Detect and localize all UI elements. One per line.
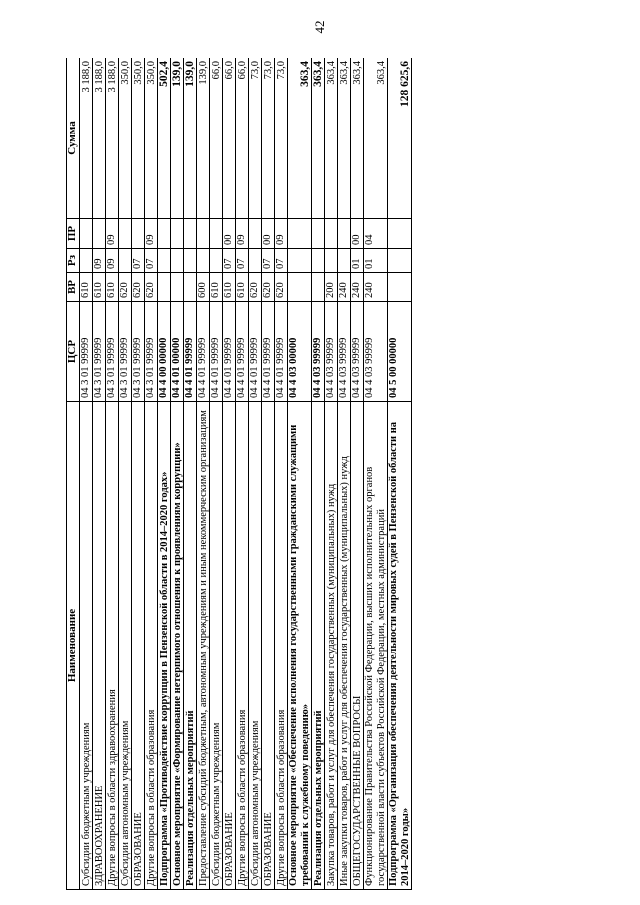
cell-vr: 610	[236, 273, 249, 302]
cell-sum: 350,0	[132, 58, 145, 219]
cell-rz	[312, 249, 325, 273]
cell-vr: 610	[93, 273, 106, 302]
cell-rz: 07	[223, 249, 236, 273]
header-name: Наименование	[67, 402, 80, 890]
cell-csr: 04 3 01 99999	[119, 302, 132, 402]
cell-rz	[158, 249, 171, 273]
cell-rz: 01	[351, 249, 364, 273]
cell-pr: 00	[351, 219, 364, 249]
cell-sum: 3 188,0	[93, 58, 106, 219]
cell-vr: 200	[325, 273, 338, 302]
cell-pr	[388, 219, 412, 249]
cell-sum: 363,4	[338, 58, 351, 219]
cell-sum: 3 188,0	[80, 58, 93, 219]
table-row	[262, 58, 275, 890]
cell-rz	[338, 249, 351, 273]
cell-sum: 363,4	[325, 58, 338, 219]
header-csr: ЦСР	[67, 302, 80, 402]
cell-name: Реализация отдельных мероприятий	[184, 402, 197, 890]
cell-vr	[158, 273, 171, 302]
cell-vr: 620	[132, 273, 145, 302]
cell-pr	[338, 219, 351, 249]
cell-rz	[119, 249, 132, 273]
cell-vr	[171, 273, 184, 302]
cell-csr: 04 3 01 99999	[80, 302, 93, 402]
cell-name: ОБРАЗОВАНИЕ	[132, 402, 145, 890]
table-row	[325, 58, 338, 890]
cell-rz: 07	[275, 249, 288, 273]
cell-rz	[288, 249, 312, 273]
cell-name: Подпрограмма «Противодействие коррупции в Пензенской области в 2014–2020 годах»	[158, 402, 171, 890]
header-vr: ВР	[67, 273, 80, 302]
cell-vr: 620	[249, 273, 262, 302]
cell-vr: 620	[145, 273, 158, 302]
table-row	[236, 58, 249, 890]
cell-sum: 128 625,6	[388, 58, 412, 219]
cell-rz	[388, 249, 412, 273]
table-body	[80, 58, 412, 890]
cell-csr: 04 3 01 99999	[93, 302, 106, 402]
cell-sum: 73,0	[275, 58, 288, 219]
cell-csr: 04 4 03 99999	[351, 302, 364, 402]
cell-sum: 73,0	[249, 58, 262, 219]
cell-sum: 139,0	[171, 58, 184, 219]
cell-csr: 04 4 01 99999	[262, 302, 275, 402]
cell-pr	[312, 219, 325, 249]
cell-vr: 240	[338, 273, 351, 302]
cell-rz: 07	[236, 249, 249, 273]
cell-name: Другие вопросы в области образования	[145, 402, 158, 890]
cell-name: Закупка товаров, работ и услуг для обеспечения государственных (муниципальных) нужд	[325, 402, 338, 890]
cell-sum: 66,0	[223, 58, 236, 219]
cell-csr: 04 3 01 99999	[132, 302, 145, 402]
cell-name: Субсидии автономным учреждениям	[119, 402, 132, 890]
table-header-row	[67, 58, 80, 890]
cell-pr: 00	[262, 219, 275, 249]
cell-pr	[171, 219, 184, 249]
table-row	[210, 58, 223, 890]
cell-rz: 07	[262, 249, 275, 273]
cell-csr: 04 4 01 99999	[275, 302, 288, 402]
table-row	[132, 58, 145, 890]
cell-rz: 07	[132, 249, 145, 273]
rotated-table-viewport	[66, 58, 551, 890]
cell-csr: 04 4 03 99999	[312, 302, 325, 402]
table-row	[171, 58, 184, 890]
cell-vr: 610	[80, 273, 93, 302]
cell-sum: 73,0	[262, 58, 275, 219]
cell-csr: 04 4 03 99999	[364, 302, 388, 402]
cell-name: Основное мероприятие «Обеспечение исполнения государственными гражданскими служащими требований к служебному поведению»	[288, 402, 312, 890]
cell-pr	[288, 219, 312, 249]
budget-table	[66, 58, 412, 890]
table-row	[93, 58, 106, 890]
cell-name: Субсидии бюджетным учреждениям	[80, 402, 93, 890]
cell-pr: 09	[106, 219, 119, 249]
cell-csr: 04 4 00 00000	[158, 302, 171, 402]
cell-vr: 240	[351, 273, 364, 302]
cell-vr	[184, 273, 197, 302]
cell-pr	[210, 219, 223, 249]
cell-sum: 363,4	[312, 58, 325, 219]
header-sum: Сумма	[67, 58, 80, 219]
cell-pr	[93, 219, 106, 249]
cell-pr: 04	[364, 219, 388, 249]
cell-sum: 66,0	[236, 58, 249, 219]
cell-csr: 04 4 03 00000	[288, 302, 312, 402]
cell-csr: 04 4 01 99999	[197, 302, 210, 402]
cell-csr: 04 4 03 99999	[338, 302, 351, 402]
cell-vr: 240	[364, 273, 388, 302]
table-row	[119, 58, 132, 890]
cell-rz: 07	[145, 249, 158, 273]
cell-name: ОБРАЗОВАНИЕ	[223, 402, 236, 890]
cell-name: Функционирование Правительства Российской Федерации, высших исполнительных органов государственной власти субъектов Российской Федерации, местных администраций	[364, 402, 388, 890]
table-row	[249, 58, 262, 890]
cell-csr: 04 4 01 99999	[223, 302, 236, 402]
cell-vr: 620	[262, 273, 275, 302]
table-row	[184, 58, 197, 890]
cell-sum: 139,0	[184, 58, 197, 219]
cell-name: ОБРАЗОВАНИЕ	[262, 402, 275, 890]
cell-name: Предоставление субсидий бюджетным, автономным учреждениям и иным некоммерческим организациям	[197, 402, 210, 890]
cell-vr: 610	[223, 273, 236, 302]
cell-csr: 04 4 01 99999	[184, 302, 197, 402]
cell-name: Подпрограмма «Организация обеспечения деятельности мировых судей в Пензенской области на 2014–2020 годы»	[388, 402, 412, 890]
cell-pr	[184, 219, 197, 249]
header-rz: Рз	[67, 249, 80, 273]
page-number: 42	[312, 20, 327, 34]
cell-vr: 620	[119, 273, 132, 302]
cell-rz	[197, 249, 210, 273]
cell-rz	[325, 249, 338, 273]
cell-vr	[312, 273, 325, 302]
cell-csr: 04 4 01 99999	[236, 302, 249, 402]
table-row	[197, 58, 210, 890]
rotated-table-container	[66, 58, 551, 890]
table-row	[312, 58, 325, 890]
table-row	[223, 58, 236, 890]
table-row	[145, 58, 158, 890]
cell-csr: 04 4 01 00000	[171, 302, 184, 402]
cell-vr: 610	[106, 273, 119, 302]
cell-sum: 139,0	[197, 58, 210, 219]
cell-vr: 600	[197, 273, 210, 302]
cell-pr: 09	[275, 219, 288, 249]
table-row	[80, 58, 93, 890]
cell-sum: 363,4	[364, 58, 388, 219]
cell-pr	[132, 219, 145, 249]
cell-vr: 610	[210, 273, 223, 302]
cell-csr: 04 3 01 99999	[145, 302, 158, 402]
cell-name: ЗДРАВООХРАНЕНИЕ	[93, 402, 106, 890]
cell-vr: 620	[275, 273, 288, 302]
cell-pr	[158, 219, 171, 249]
table-row	[351, 58, 364, 890]
cell-rz	[171, 249, 184, 273]
cell-sum: 350,0	[119, 58, 132, 219]
cell-name: Иные закупки товаров, работ и услуг для обеспечения государственных (муниципальных) нужд	[338, 402, 351, 890]
cell-pr: 09	[236, 219, 249, 249]
cell-rz: 01	[364, 249, 388, 273]
cell-rz: 09	[93, 249, 106, 273]
cell-name: ОБЩЕГОСУДАРСТВЕННЫЕ ВОПРОСЫ	[351, 402, 364, 890]
cell-sum: 363,4	[351, 58, 364, 219]
cell-pr: 09	[145, 219, 158, 249]
cell-sum: 363,4	[288, 58, 312, 219]
table-row	[364, 58, 388, 890]
cell-name: Субсидии автономным учреждениям	[249, 402, 262, 890]
cell-vr	[388, 273, 412, 302]
table-row	[338, 58, 351, 890]
cell-csr: 04 4 01 99999	[249, 302, 262, 402]
cell-rz: 09	[106, 249, 119, 273]
cell-pr: 00	[223, 219, 236, 249]
table-row	[388, 58, 412, 890]
cell-name: Другие вопросы в области здравоохранения	[106, 402, 119, 890]
cell-name: Другие вопросы в области образования	[236, 402, 249, 890]
header-pr: ПР	[67, 219, 80, 249]
cell-rz	[184, 249, 197, 273]
cell-csr: 04 5 00 00000	[388, 302, 412, 402]
table-row	[106, 58, 119, 890]
cell-csr: 04 4 03 99999	[325, 302, 338, 402]
cell-csr: 04 4 01 99999	[210, 302, 223, 402]
cell-sum: 3 188,0	[106, 58, 119, 219]
cell-pr	[80, 219, 93, 249]
cell-pr	[249, 219, 262, 249]
table-row	[158, 58, 171, 890]
cell-sum: 66,0	[210, 58, 223, 219]
cell-pr	[197, 219, 210, 249]
cell-sum: 350,0	[145, 58, 158, 219]
table-row	[288, 58, 312, 890]
cell-rz	[249, 249, 262, 273]
table-row	[275, 58, 288, 890]
cell-sum: 502,4	[158, 58, 171, 219]
cell-name: Субсидии бюджетным учреждениям	[210, 402, 223, 890]
cell-name: Основное мероприятие «Формирование нетерпимого отношения к проявлениям коррупции»	[171, 402, 184, 890]
cell-csr: 04 3 01 99999	[106, 302, 119, 402]
cell-rz	[210, 249, 223, 273]
cell-pr	[325, 219, 338, 249]
cell-name: Другие вопросы в области образования	[275, 402, 288, 890]
cell-name: Реализация отдельных мероприятий	[312, 402, 325, 890]
cell-pr	[119, 219, 132, 249]
cell-vr	[288, 273, 312, 302]
cell-rz	[80, 249, 93, 273]
